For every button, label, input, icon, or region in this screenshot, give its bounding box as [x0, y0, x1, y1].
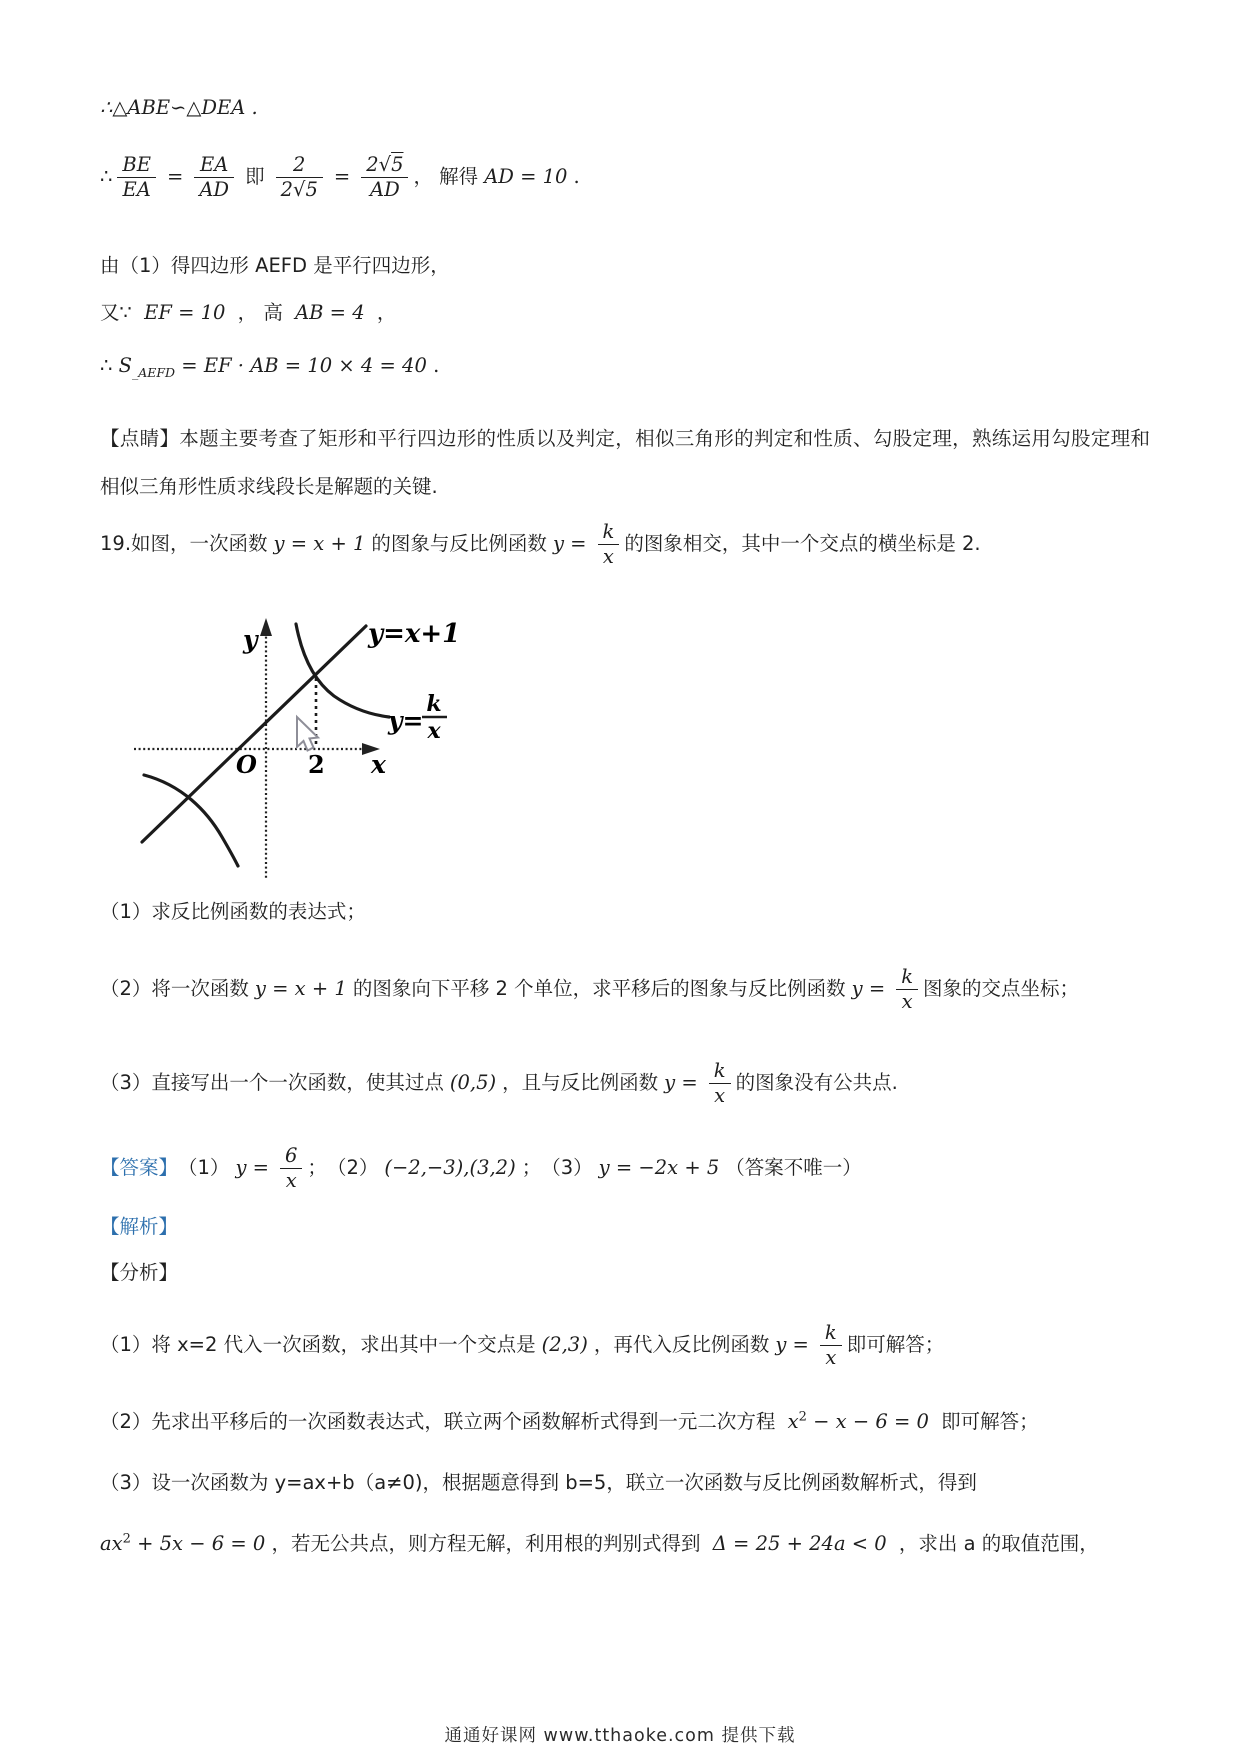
analysis-3-text: （3）设一次函数为 y=ax+b（a≠0)，根据题意得到 b=5，联立一次函数与反比例函数解析式，得到 — [100, 1471, 977, 1494]
jiexi-tag-line — [100, 1213, 1150, 1241]
period: . — [573, 164, 580, 188]
superscript-2: 2 — [122, 1531, 131, 1547]
analysis-4 — [100, 1530, 1150, 1558]
note-text: 本题主要考查了矩形和平行四边形的性质以及判定，相似三角形的判定和性质、勾股定理，熟练运用勾股定理和相似三角形性质求线段长是解题的关键. — [100, 427, 1150, 498]
question-2 — [100, 950, 1150, 1028]
superscript-2: 2 — [798, 1409, 807, 1425]
comma: ， — [376, 301, 397, 324]
key-point-note — [100, 415, 1150, 511]
math-y-eq: y = — [775, 1332, 809, 1356]
fraction-ea-ad: $\frac{EA}{AD}$ — [194, 153, 234, 201]
answer-tag: 【答案】 — [100, 1155, 179, 1179]
origin-label: O — [236, 750, 257, 779]
y-axis-arrow — [260, 618, 272, 636]
analysis-1-text-3: 即可解答； — [846, 1332, 945, 1356]
cn-parallelogram: 由（1）得四边形 AEFD 是平行四边形， — [100, 254, 450, 277]
answer-line — [100, 1130, 1150, 1206]
analysis-2 — [100, 1408, 1150, 1436]
x-axis-label: x — [371, 750, 386, 779]
cn-stem-mid: 的图象与反比例函数 — [371, 531, 547, 555]
analysis-1-text-1: （1）将 x=2 代入一次函数，求出其中一个交点是 — [100, 1332, 536, 1356]
line-y-x-plus-1 — [142, 626, 366, 842]
analysis-2-text-2: 即可解答； — [941, 1410, 1039, 1433]
fraction-k-x: $\frac{k}{x}$ — [820, 1321, 842, 1369]
hyperbola-branch-q3 — [144, 775, 238, 866]
math-ad-10: AD = 10 — [484, 164, 568, 188]
hyperbola-fraction-denominator: x — [427, 718, 441, 744]
math-ax-squared-base: ax — [100, 1532, 123, 1555]
problem-number-and-text: 19.如图，一次函数 — [100, 531, 268, 555]
proof-given-line — [100, 299, 1150, 327]
question-1 — [100, 898, 1150, 926]
fenxi-tag-line — [100, 1259, 1150, 1287]
function-graph-figure — [112, 598, 492, 890]
tick-2-label: 2 — [308, 750, 325, 779]
math-s: S — [118, 354, 132, 377]
q3-text-3: 的图象没有公共点. — [735, 1070, 898, 1094]
q2-text-3: 图象的交点坐标； — [923, 976, 1080, 1000]
q3-text-1: （3）直接写出一个一次函数，使其过点 — [100, 1070, 444, 1094]
therefore-symbol: ∴ — [100, 164, 113, 188]
math-similar: ∴△ABE∽△DEA . — [100, 96, 258, 119]
math-x-squared-base: x — [787, 1410, 799, 1433]
note-tag: 【点睛】 — [100, 427, 180, 450]
page-footer — [0, 1722, 1240, 1747]
question-1-text: （1）求反比例函数的表达式； — [100, 900, 366, 923]
graph-svg — [112, 598, 492, 890]
separator: ； — [307, 1155, 327, 1179]
math-answer-line-eq: y = −2x + 5 — [598, 1155, 720, 1179]
fraction-be-ea: $\frac{BE}{EA}$ — [117, 153, 156, 201]
math-y-eq: y = — [552, 531, 587, 555]
proof-similar-line — [100, 94, 1150, 122]
fraction-k-x: $\frac{k}{x}$ — [709, 1059, 731, 1107]
math-y-eq: y = — [851, 976, 886, 1000]
footer-text: 通通好课网 www.tthaoke.com 提供下载 — [444, 1726, 796, 1746]
cn-ji: 即 — [245, 164, 265, 188]
q2-text-2: 的图象向下平移 2 个单位，求平移后的图象与反比例函数 — [352, 976, 846, 1000]
fraction-2-2sqrt5: $\frac{2}{2√5}$ — [276, 153, 323, 201]
math-linear-fn: y = x + 1 — [273, 531, 366, 555]
hyperbola-fraction-numerator: k — [426, 691, 442, 717]
period: . — [433, 354, 440, 377]
fraction-2sqrt5-ad: $\frac{2√5}{AD}$ — [361, 153, 408, 201]
cn-solve: ， 解得 — [413, 164, 479, 188]
subscript-aefd: _AEFD — [131, 364, 176, 380]
separator: ； — [521, 1155, 542, 1179]
math-ab-4: AB = 4 — [295, 301, 365, 324]
math-point-05: (0,5) — [449, 1070, 497, 1094]
analysis-2-text-1: （2）先求出平移后的一次函数表达式，联立两个函数解析式得到一元二次方程 — [100, 1410, 776, 1433]
therefore-symbol: ∴ — [100, 354, 113, 377]
q3-text-2: ，且与反比例函数 — [502, 1070, 659, 1094]
cn-also: 又∵ — [100, 301, 132, 324]
math-discriminant: Δ = 25 + 24a < 0 — [712, 1532, 887, 1555]
proof-parallelogram-line — [100, 252, 1150, 280]
jiexi-tag: 【解析】 — [100, 1215, 179, 1238]
math-area-eq: = EF · AB = 10 × 4 = 40 — [181, 354, 427, 377]
math-ax2-rest: + 5x − 6 = 0 — [137, 1532, 266, 1555]
analysis-4-text-2: ，求出 a 的取值范围， — [898, 1532, 1099, 1555]
fraction-6-x: $\frac{6}{x}$ — [280, 1144, 302, 1192]
equals-sign: = — [333, 164, 351, 188]
cn-height: ， 高 — [237, 301, 283, 324]
answer-not-unique-note: （答案不唯一） — [725, 1155, 862, 1179]
math-linear-fn: y = x + 1 — [254, 976, 347, 1000]
analysis-1 — [100, 1306, 1150, 1384]
fraction-k-x: $\frac{k}{x}$ — [896, 965, 918, 1013]
fenxi-tag: 【分析】 — [100, 1261, 179, 1284]
proof-area-line — [100, 352, 1150, 382]
proof-ratio-line — [100, 138, 1150, 216]
equals-sign: = — [167, 164, 184, 188]
math-quadratic-rest: − x − 6 = 0 — [813, 1410, 929, 1433]
math-point-23: (2,3) — [541, 1332, 588, 1356]
cn-stem-end: 的图象相交，其中一个交点的横坐标是 2. — [624, 531, 981, 555]
math-y-eq: y = — [235, 1155, 269, 1179]
analysis-3 — [100, 1469, 1150, 1497]
hyperbola-equation-prefix: y= — [388, 706, 424, 735]
analysis-1-text-2: ，再代入反比例函数 — [593, 1332, 770, 1356]
problem-19-stem — [100, 508, 1150, 580]
y-axis-label: y — [243, 625, 258, 654]
math-y-eq: y = — [664, 1070, 698, 1094]
analysis-4-text-1: ，若无公共点，则方程无解，利用根的判别式得到 — [271, 1532, 701, 1555]
q2-text-1: （2）将一次函数 — [100, 976, 249, 1000]
question-3 — [100, 1044, 1150, 1122]
math-answer-points: (−2,−3),(3,2) — [384, 1155, 516, 1179]
answer-2-label: （2） — [326, 1155, 379, 1179]
fraction-k-x: $\frac{k}{x}$ — [598, 520, 620, 568]
math-ef-10: EF = 10 — [144, 301, 226, 324]
answer-3-label: （3） — [541, 1155, 593, 1179]
line-equation-label: y=x+1 — [368, 619, 461, 649]
answer-1-label: （1） — [178, 1155, 230, 1179]
